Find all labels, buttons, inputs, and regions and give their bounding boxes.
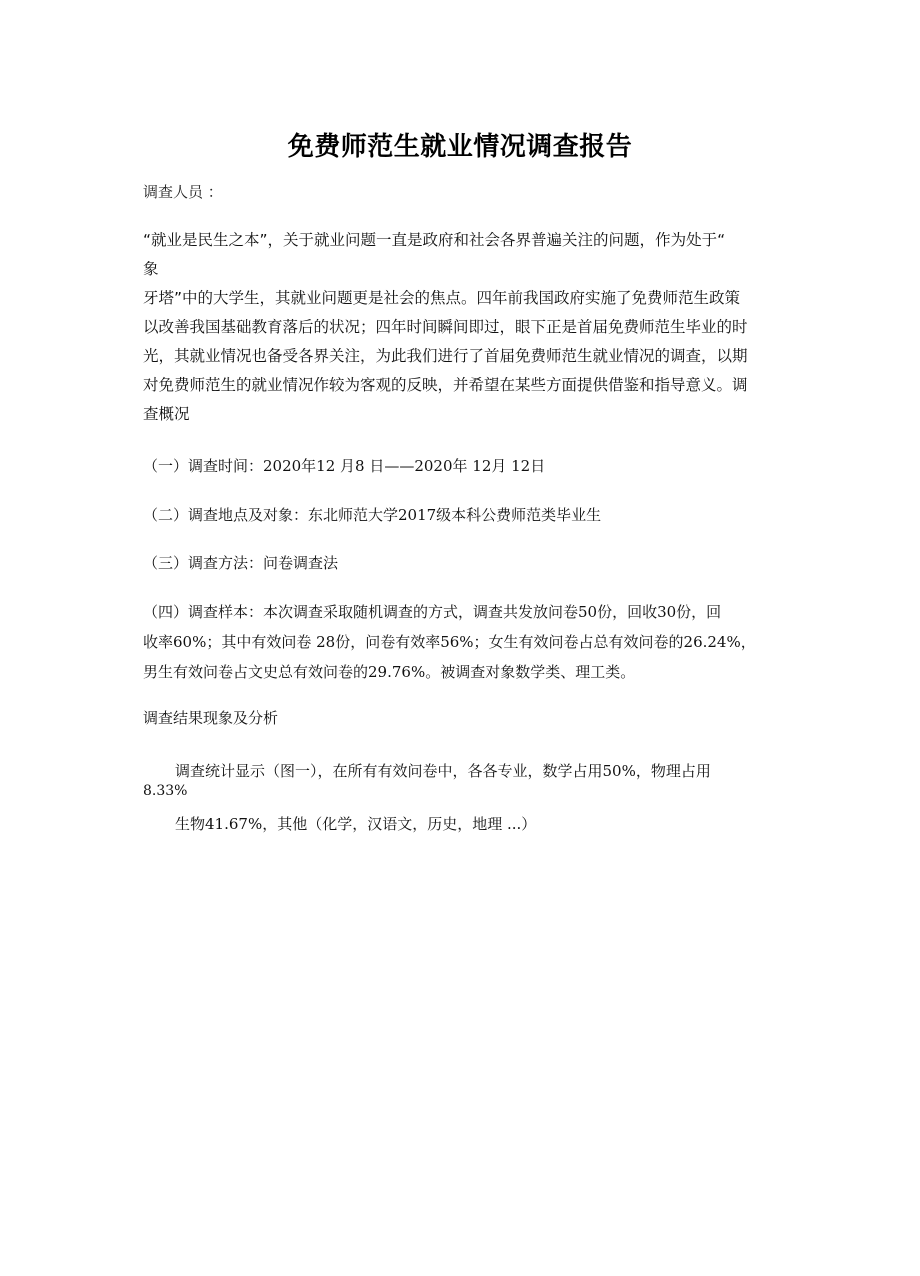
intro-paragraph	[143, 226, 783, 429]
sample-line: （四）调查样本：本次调查采取随机调查的方式，调查共发放问卷50份，回收30份，回	[143, 603, 722, 621]
intro-line: 象	[143, 260, 159, 278]
results-line: 生物41.67%，其他（化学，汉语文，历史，地理 ...）	[175, 815, 537, 833]
intro-line: 查概况	[143, 405, 190, 423]
overview-item-survey-sample	[143, 597, 793, 687]
overview-item-survey-location: （二）调查地点及对象：东北师范大学2017级本科公费师范类毕业生	[143, 506, 602, 524]
results-line: 8.33%	[143, 783, 188, 799]
intro-line: 光，其就业情况也备受各界关注，为此我们进行了首届免费师范生就业情况的调查，以期	[143, 347, 748, 365]
investigator-label: 调查人员 ：	[143, 183, 223, 201]
document-title: 免费师范生就业情况调查报告	[287, 132, 633, 163]
intro-line: 对免费师范生的就业情况作较为客观的反映，并希望在某些方面提供借鉴和指导意义。调	[143, 376, 748, 394]
overview-item-survey-time: （一）调查时间：2020年12 月8 日——2020年 12月 12日	[143, 457, 546, 475]
results-paragraph	[143, 760, 803, 835]
intro-line: “就业是民生之本”，关于就业问题一直是政府和社会各界普遍关注的问题，作为处于“	[143, 231, 726, 249]
results-line: 调查统计显示（图一），在所有有效问卷中，各各专业，数学占用50%，物理占用	[175, 762, 711, 780]
results-heading: 调查结果现象及分析	[143, 709, 279, 727]
sample-line: 男生有效问卷占文史总有效问卷的29.76%。被调查对象数学类、理工类。	[143, 663, 636, 681]
intro-line: 以改善我国基础教育落后的状况；四年时间瞬间即过，眼下正是首届免费师范生毕业的时	[143, 318, 748, 336]
sample-line: 收率60%；其中有效问卷 28份，问卷有效率56%；女生有效问卷占总有效问卷的26.24%，	[143, 633, 756, 651]
intro-line: 牙塔”中的大学生，其就业问题更是社会的焦点。四年前我国政府实施了免费师范生政策	[143, 289, 741, 307]
overview-item-survey-method: （三）调查方法：问卷调查法	[143, 554, 339, 572]
